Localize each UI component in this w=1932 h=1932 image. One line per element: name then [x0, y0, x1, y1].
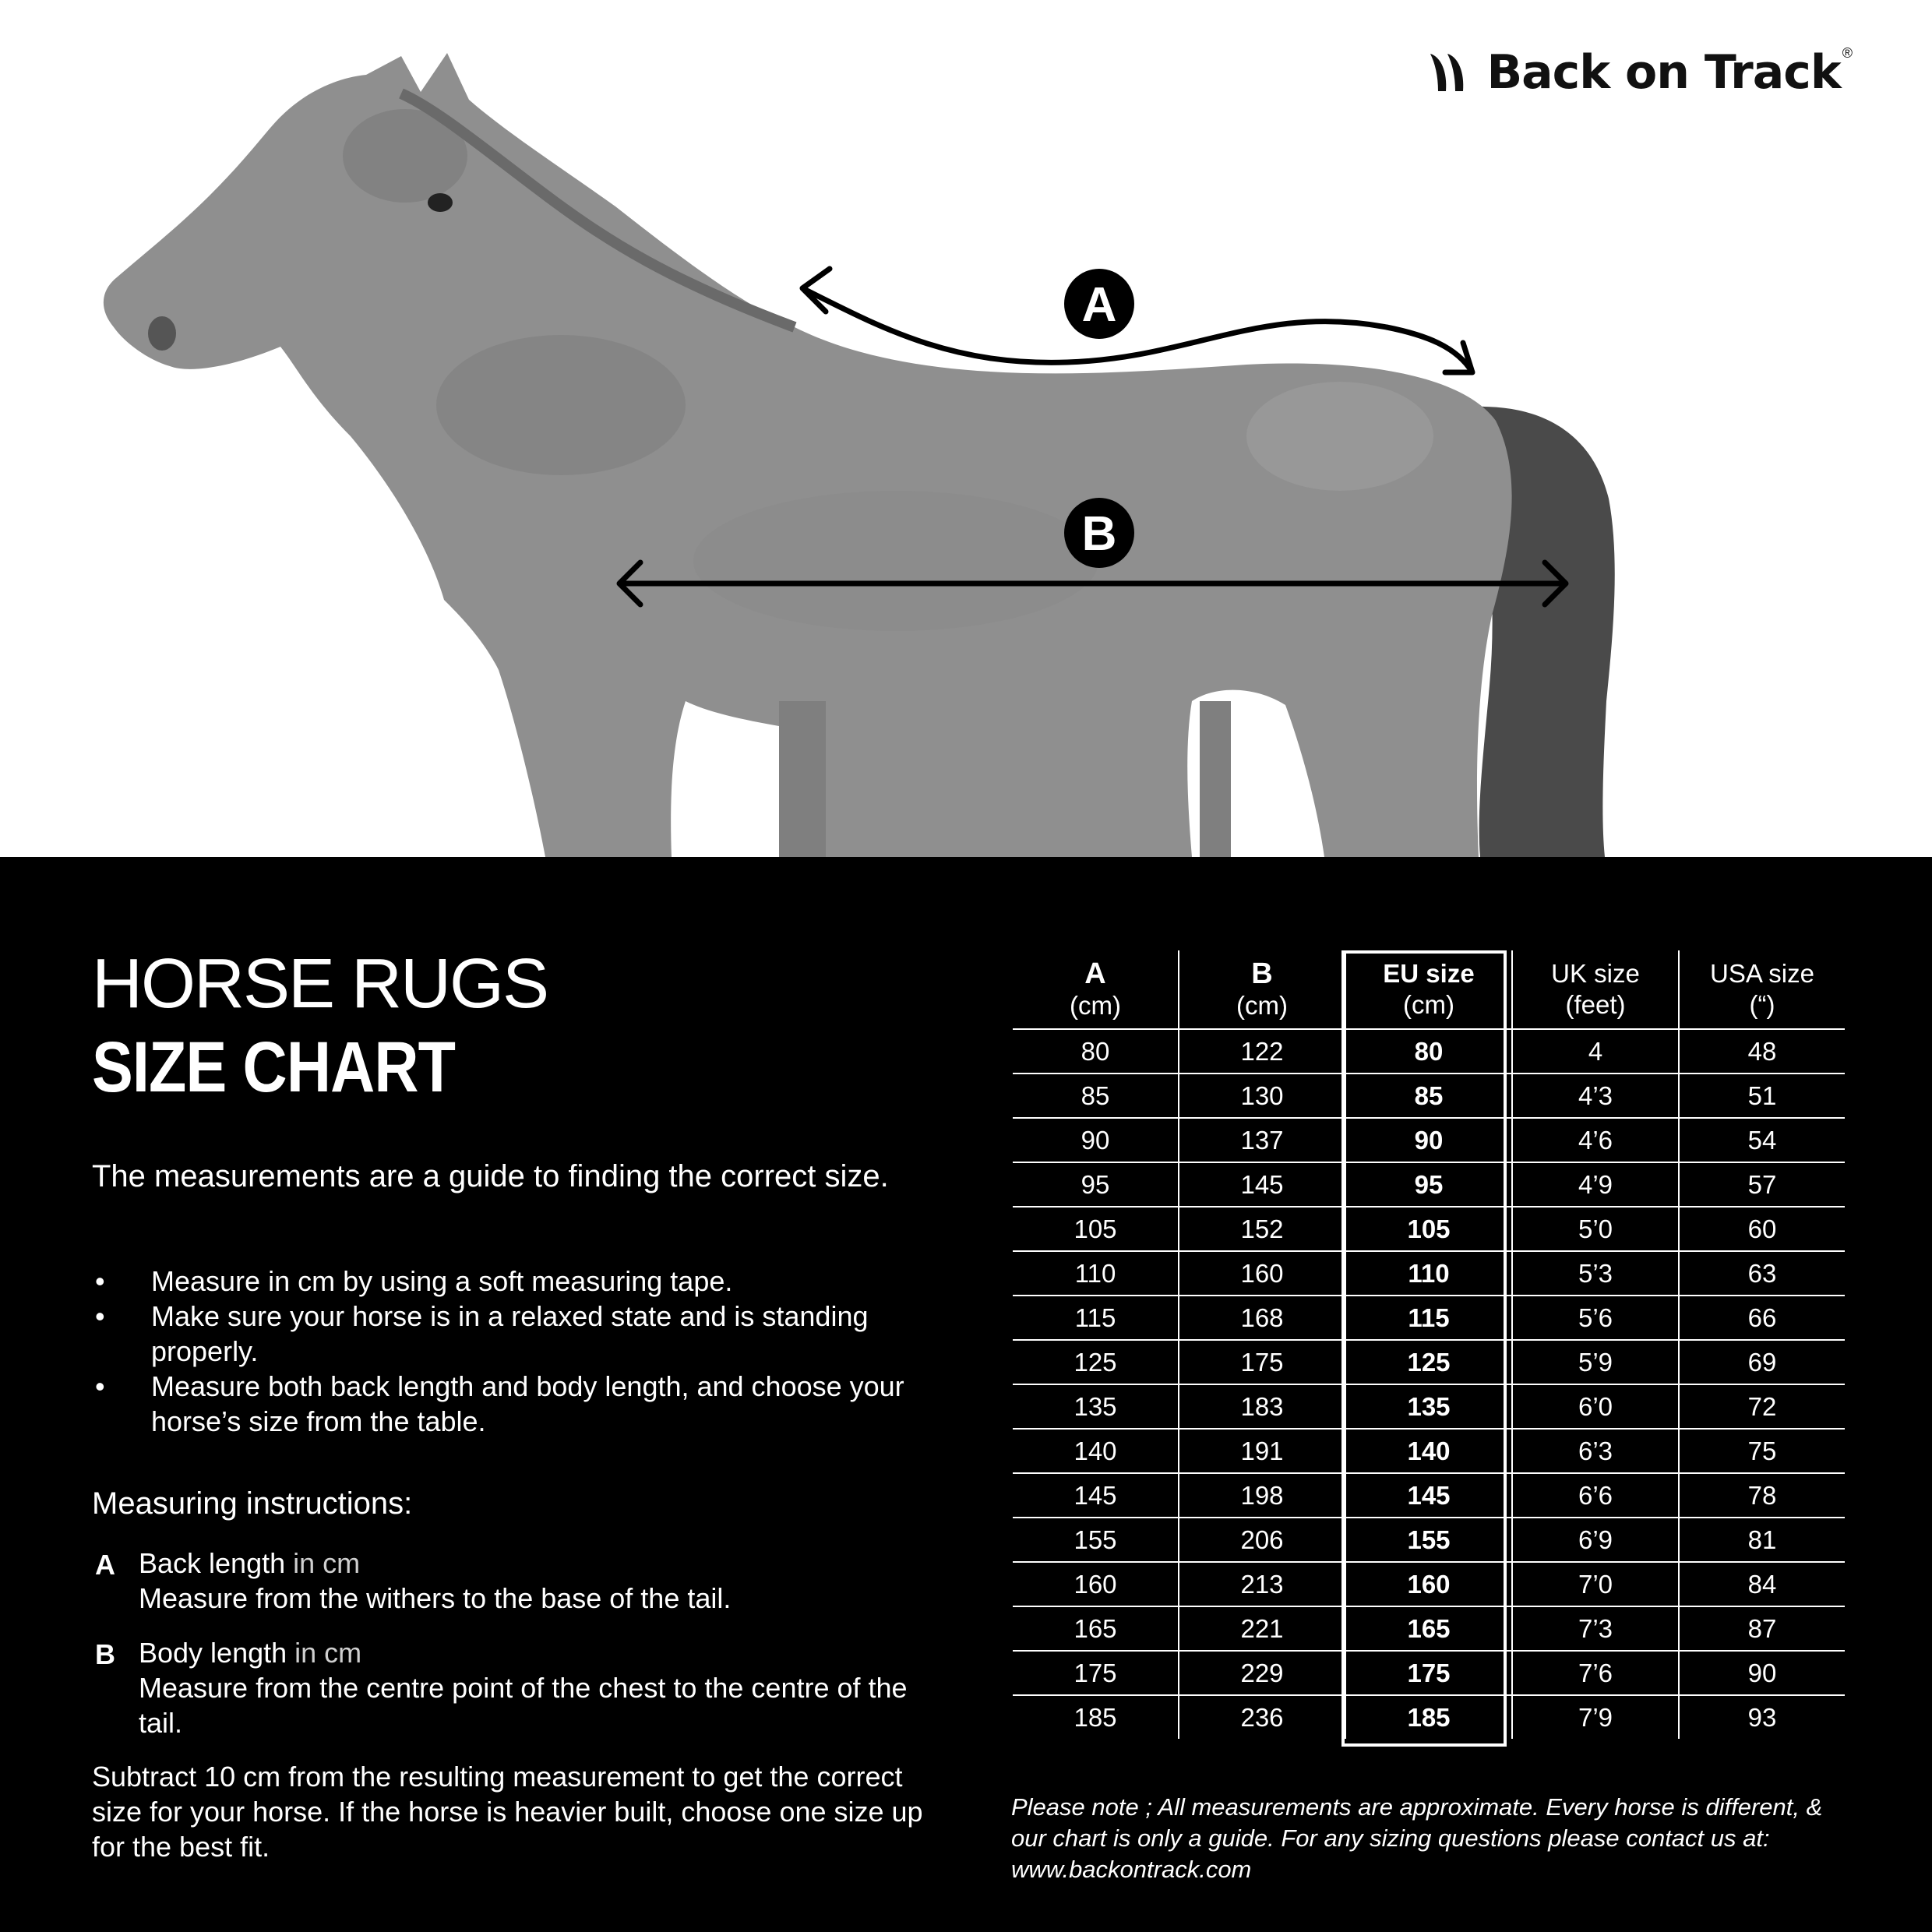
table-cell: 110	[1345, 1251, 1512, 1296]
table-row	[1013, 1340, 1845, 1384]
table-cell: 57	[1679, 1162, 1845, 1207]
table-cell: 145	[1013, 1473, 1179, 1518]
table-row	[1013, 1651, 1845, 1695]
bullet-item: • Measure in cm by using a soft measuring tape.	[95, 1265, 733, 1297]
table-cell: 160	[1013, 1562, 1179, 1606]
table-row	[1013, 1118, 1845, 1162]
table-row	[1013, 1695, 1845, 1739]
measure-a-letter: A	[95, 1549, 115, 1581]
table-cell: 60	[1679, 1207, 1845, 1251]
table-row	[1013, 1162, 1845, 1207]
arrow-a	[802, 288, 1472, 372]
table-row	[1013, 1606, 1845, 1651]
table-cell: 168	[1179, 1296, 1345, 1340]
header-uk: UK size (feet)	[1512, 950, 1679, 1029]
table-cell: 125	[1345, 1340, 1512, 1384]
bullet-dot: •	[95, 1265, 105, 1297]
horse-nostril	[148, 316, 176, 351]
table-cell: 206	[1179, 1518, 1345, 1562]
table-cell: 87	[1679, 1606, 1845, 1651]
table-cell: 90	[1345, 1118, 1512, 1162]
table-cell: 165	[1013, 1606, 1179, 1651]
table-cell: 229	[1179, 1651, 1345, 1695]
table-cell: 75	[1679, 1429, 1845, 1473]
title-line-1: HORSE RUGS	[92, 945, 548, 1023]
table-cell: 145	[1345, 1473, 1512, 1518]
measure-b-block	[92, 1635, 933, 1740]
title-line-2: SIZE CHART	[92, 1028, 456, 1107]
size-table	[1013, 950, 1845, 1739]
table-row	[1013, 1518, 1845, 1562]
table-cell: 221	[1179, 1606, 1345, 1651]
table-cell: 5’6	[1512, 1296, 1679, 1340]
label-b-text: B	[1081, 507, 1117, 561]
bullet-dot: •	[95, 1300, 105, 1332]
table-cell: 175	[1179, 1340, 1345, 1384]
table-cell: 175	[1013, 1651, 1179, 1695]
table-cell: 6’3	[1512, 1429, 1679, 1473]
table-cell: 81	[1679, 1518, 1845, 1562]
horse-eye	[428, 193, 453, 212]
table-cell: 4’9	[1512, 1162, 1679, 1207]
brand-logo	[1427, 45, 1853, 100]
table-cell: 105	[1345, 1207, 1512, 1251]
table-cell: 140	[1013, 1429, 1179, 1473]
table-row	[1013, 1074, 1845, 1118]
table-cell: 165	[1345, 1606, 1512, 1651]
table-cell: 185	[1013, 1695, 1179, 1739]
table-row	[1013, 1429, 1845, 1473]
table-cell: 135	[1013, 1384, 1179, 1429]
table-cell: 105	[1013, 1207, 1179, 1251]
table-cell: 84	[1679, 1562, 1845, 1606]
bullet-dot: •	[95, 1370, 105, 1402]
measure-a-unit: in cm	[285, 1547, 361, 1579]
table-cell: 130	[1179, 1074, 1345, 1118]
table-cell: 6’9	[1512, 1518, 1679, 1562]
table-cell: 85	[1013, 1074, 1179, 1118]
horse-illustration-area	[0, 0, 1932, 857]
table-cell: 5’0	[1512, 1207, 1679, 1251]
table-cell: 69	[1679, 1340, 1845, 1384]
table-cell: 93	[1679, 1695, 1845, 1739]
table-row	[1013, 1562, 1845, 1606]
measuring-title: Measuring instructions:	[92, 1486, 413, 1521]
table-cell: 122	[1179, 1029, 1345, 1074]
table-cell: 4’6	[1512, 1118, 1679, 1162]
table-row	[1013, 1473, 1845, 1518]
table-cell: 5’9	[1512, 1340, 1679, 1384]
table-cell: 236	[1179, 1695, 1345, 1739]
header-a: A (cm)	[1070, 957, 1121, 1020]
table-cell: 7’0	[1512, 1562, 1679, 1606]
table-cell: 51	[1679, 1074, 1845, 1118]
disclaimer-note: Please note ; All measurements are approximate. Every horse is different, & our chart is only a guide. For any sizing questions please contact us at: www.backontrack.com	[1011, 1793, 1823, 1883]
table-cell: 185	[1345, 1695, 1512, 1739]
table-cell: 152	[1179, 1207, 1345, 1251]
table-cell: 155	[1345, 1518, 1512, 1562]
horse-diagram	[0, 0, 1932, 857]
measure-a-name: Back length	[139, 1547, 286, 1579]
table-cell: 7’9	[1512, 1695, 1679, 1739]
table-body	[1013, 1029, 1845, 1739]
table-cell: 7’6	[1512, 1651, 1679, 1695]
table-header-row	[1013, 950, 1845, 1029]
brand-mark-icon	[1427, 49, 1482, 96]
header-b: B (cm)	[1179, 950, 1345, 1029]
intro-text: The measurements are a guide to finding the correct size.	[92, 1159, 889, 1193]
table-cell: 48	[1679, 1029, 1845, 1074]
table-cell: 6’0	[1512, 1384, 1679, 1429]
table-cell: 213	[1179, 1562, 1345, 1606]
table-cell: 85	[1345, 1074, 1512, 1118]
table-cell: 72	[1679, 1384, 1845, 1429]
table-cell: 140	[1345, 1429, 1512, 1473]
closing-text: Subtract 10 cm from the resulting measurement to get the correct size for your horse. If the horse is heavier built, choose one size up for the best fit.	[92, 1761, 923, 1863]
table-cell: 90	[1013, 1118, 1179, 1162]
info-panel	[0, 857, 1932, 1932]
table-cell: 191	[1179, 1429, 1345, 1473]
table-cell: 4’3	[1512, 1074, 1679, 1118]
table-cell: 4	[1512, 1029, 1679, 1074]
table-cell: 160	[1179, 1251, 1345, 1296]
brand-registered-mark: ®	[1842, 45, 1853, 61]
table-cell: 110	[1013, 1251, 1179, 1296]
header-eu: EU size (cm)	[1345, 950, 1512, 1029]
table-cell: 137	[1179, 1118, 1345, 1162]
table-cell: 135	[1345, 1384, 1512, 1429]
measure-a-desc: Measure from the withers to the base of the tail.	[139, 1582, 732, 1614]
measure-b-desc: Measure from the centre point of the chest to the centre of the tail.	[139, 1672, 908, 1739]
table-cell: 7’3	[1512, 1606, 1679, 1651]
bullet-item: • Measure both back length and body length, and choose your horse’s size from the table.	[95, 1370, 904, 1437]
header-usa: USA size (“)	[1679, 950, 1845, 1029]
table-cell: 160	[1345, 1562, 1512, 1606]
table-cell: 115	[1013, 1296, 1179, 1340]
table-cell: 115	[1345, 1296, 1512, 1340]
table-cell: 175	[1345, 1651, 1512, 1695]
table-row	[1013, 1207, 1845, 1251]
table-cell: 5’3	[1512, 1251, 1679, 1296]
table-cell: 78	[1679, 1473, 1845, 1518]
table-row	[1013, 1251, 1845, 1296]
table-cell: 6’6	[1512, 1473, 1679, 1518]
table-cell: 198	[1179, 1473, 1345, 1518]
table-cell: 155	[1013, 1518, 1179, 1562]
table-cell: 183	[1179, 1384, 1345, 1429]
table-row	[1013, 1384, 1845, 1429]
table-cell: 145	[1179, 1162, 1345, 1207]
table-cell: 125	[1013, 1340, 1179, 1384]
label-a-text: A	[1081, 278, 1117, 332]
bullet-list	[92, 1264, 925, 1439]
bullet-item: • Make sure your horse is in a relaxed state and is standing properly.	[95, 1300, 869, 1367]
measure-b-unit: in cm	[287, 1637, 362, 1669]
table-row	[1013, 1296, 1845, 1340]
table-cell: 95	[1013, 1162, 1179, 1207]
measure-b-letter: B	[95, 1638, 115, 1670]
table-cell: 90	[1679, 1651, 1845, 1695]
table-cell: 80	[1013, 1029, 1179, 1074]
table-cell: 80	[1345, 1029, 1512, 1074]
table-cell: 66	[1679, 1296, 1845, 1340]
measure-a-block	[92, 1546, 933, 1616]
table-cell: 63	[1679, 1251, 1845, 1296]
table-cell: 54	[1679, 1118, 1845, 1162]
table-row	[1013, 1029, 1845, 1074]
brand-name: Back on Track	[1486, 45, 1841, 100]
table-cell: 95	[1345, 1162, 1512, 1207]
measure-b-name: Body length	[139, 1637, 287, 1669]
